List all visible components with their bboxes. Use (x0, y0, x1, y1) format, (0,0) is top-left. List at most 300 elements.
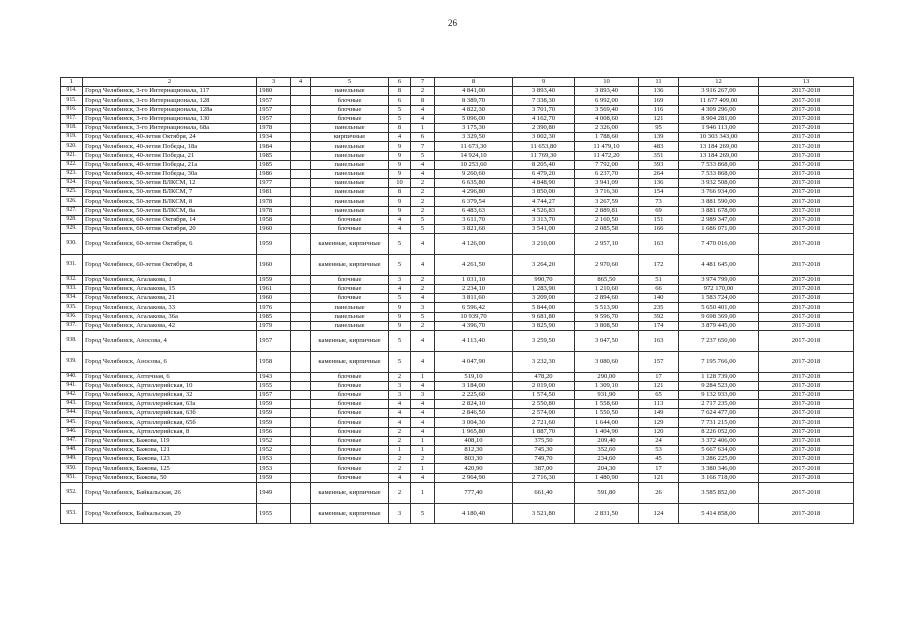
row-number: 947. (61, 436, 83, 445)
column-number: 9 (513, 78, 575, 87)
wall-material-cell: каменные, кирпичные (311, 482, 389, 503)
area-cell: 3 701,70 (513, 105, 575, 114)
area-cell: 3 313,70 (513, 215, 575, 224)
cost-cell: 3 881 678,00 (679, 206, 759, 215)
residents-cell: 235 (639, 303, 679, 312)
column-4-cell (291, 372, 311, 381)
residents-cell: 393 (639, 160, 679, 169)
area-cell: 387,00 (513, 464, 575, 473)
column-4-cell (291, 284, 311, 293)
living-area-cell: 1 404,90 (575, 427, 639, 436)
living-area-cell: 2 889,81 (575, 206, 639, 215)
period-cell: 2017-2018 (759, 446, 854, 455)
residents-cell: 157 (639, 351, 679, 372)
cost-cell: 3 879 445,00 (679, 321, 759, 330)
cost-cell: 3 932 508,00 (679, 179, 759, 188)
column-4-cell (291, 254, 311, 275)
residents-cell: 65 (639, 390, 679, 399)
residents-cell: 73 (639, 197, 679, 206)
column-4-cell (291, 427, 311, 436)
period-cell: 2017-2018 (759, 473, 854, 482)
period-cell: 2017-2018 (759, 482, 854, 503)
total-area-cell: 1 031,10 (435, 275, 513, 284)
year-cell: 1978 (257, 123, 291, 132)
table-row (61, 312, 854, 321)
address-cell: Город Челябинск, 3-го Интернационала, 130 (83, 114, 257, 123)
living-area-cell: 3 080,60 (575, 351, 639, 372)
cost-cell: 7 533 868,00 (679, 169, 759, 178)
column-number: 5 (311, 78, 389, 87)
total-area-cell: 420,90 (435, 464, 513, 473)
address-cell: Город Челябинск, 3-го Интернационала, 128а (83, 105, 257, 114)
year-cell: 1976 (257, 303, 291, 312)
cost-cell: 3 585 852,00 (679, 482, 759, 503)
period-cell: 2017-2018 (759, 160, 854, 169)
floors-cell: 4 (389, 133, 411, 142)
period-cell: 2017-2018 (759, 275, 854, 284)
address-cell: Город Челябинск, 3-го Интернационала, 117 (83, 87, 257, 96)
period-cell: 2017-2018 (759, 381, 854, 390)
year-cell: 1961 (257, 284, 291, 293)
floors-cell: 4 (389, 409, 411, 418)
address-cell: Город Челябинск, 50-летия ВЛКСМ, 8 (83, 197, 257, 206)
address-cell: Город Челябинск, Бажова, 119 (83, 436, 257, 445)
table-row (61, 142, 854, 151)
living-area-cell: 3 941,09 (575, 179, 639, 188)
wall-material-cell: каменные, кирпичные (311, 234, 389, 255)
column-4-cell (291, 455, 311, 464)
living-area-cell: 931,90 (575, 390, 639, 399)
column-4-cell (291, 234, 311, 255)
column-number: 4 (291, 78, 311, 87)
cost-cell: 7 237 650,00 (679, 330, 759, 351)
wall-material-cell: панельные (311, 151, 389, 160)
cost-cell: 1 946 113,00 (679, 123, 759, 132)
entrances-cell: 4 (411, 105, 435, 114)
cost-cell: 3 166 718,00 (679, 473, 759, 482)
row-number: 929. (61, 225, 83, 234)
column-4-cell (291, 446, 311, 455)
total-area-cell: 3 821,60 (435, 225, 513, 234)
column-4-cell (291, 351, 311, 372)
floors-cell: 8 (389, 188, 411, 197)
wall-material-cell: панельные (311, 169, 389, 178)
table-row (61, 114, 854, 123)
period-cell: 2017-2018 (759, 390, 854, 399)
cost-cell: 13 184 269,00 (679, 151, 759, 160)
year-cell: 1985 (257, 312, 291, 321)
page-number: 26 (448, 18, 457, 28)
column-4-cell (291, 400, 311, 409)
wall-material-cell: блочные (311, 446, 389, 455)
address-cell: Город Челябинск, Артиллерийская, 8 (83, 427, 257, 436)
residents-cell: 113 (639, 400, 679, 409)
table-row (61, 284, 854, 293)
wall-material-cell: панельные (311, 123, 389, 132)
table-row (61, 151, 854, 160)
wall-material-cell: блочные (311, 427, 389, 436)
wall-material-cell: панельные (311, 197, 389, 206)
year-cell: 1952 (257, 436, 291, 445)
period-cell: 2017-2018 (759, 436, 854, 445)
living-area-cell: 2 085,58 (575, 225, 639, 234)
column-4-cell (291, 473, 311, 482)
living-area-cell: 234,60 (575, 455, 639, 464)
address-cell: Город Челябинск, Бажова, 125 (83, 464, 257, 473)
year-cell: 1943 (257, 372, 291, 381)
address-cell: Город Челябинск, Бажова, 123 (83, 455, 257, 464)
wall-material-cell: блочные (311, 284, 389, 293)
total-area-cell: 812,30 (435, 446, 513, 455)
living-area-cell: 1 558,60 (575, 400, 639, 409)
table-row (61, 123, 854, 132)
area-cell: 2 390,80 (513, 123, 575, 132)
row-number: 928. (61, 215, 83, 224)
area-cell: 5 844,00 (513, 303, 575, 312)
wall-material-cell: блочные (311, 294, 389, 303)
wall-material-cell: блочные (311, 96, 389, 105)
area-cell: 661,40 (513, 482, 575, 503)
area-cell: 4 162,70 (513, 114, 575, 123)
wall-material-cell: блочные (311, 390, 389, 399)
floors-cell: 9 (389, 197, 411, 206)
residents-cell: 172 (639, 254, 679, 275)
year-cell: 1957 (257, 390, 291, 399)
entrances-cell: 2 (411, 206, 435, 215)
entrances-cell: 4 (411, 418, 435, 427)
year-cell: 1979 (257, 321, 291, 330)
total-area-cell: 3 004,30 (435, 418, 513, 427)
residents-cell: 66 (639, 284, 679, 293)
area-cell: 4 848,90 (513, 179, 575, 188)
year-cell: 1977 (257, 179, 291, 188)
column-4-cell (291, 503, 311, 524)
area-cell: 3 893,40 (513, 87, 575, 96)
wall-material-cell: панельные (311, 160, 389, 169)
area-cell: 2 019,00 (513, 381, 575, 390)
residents-cell: 53 (639, 446, 679, 455)
wall-material-cell: блочные (311, 105, 389, 114)
floors-cell: 4 (389, 215, 411, 224)
wall-material-cell: блочные (311, 436, 389, 445)
wall-material-cell: кирпичные (311, 133, 389, 142)
cost-cell: 3 286 225,00 (679, 455, 759, 464)
year-cell: 1978 (257, 197, 291, 206)
residents-cell: 136 (639, 179, 679, 188)
wall-material-cell: панельные (311, 188, 389, 197)
entrances-cell: 1 (411, 464, 435, 473)
column-4-cell (291, 179, 311, 188)
total-area-cell: 4 261,50 (435, 254, 513, 275)
residents-cell: 163 (639, 330, 679, 351)
cost-cell: 9 132 933,00 (679, 390, 759, 399)
table-row (61, 372, 854, 381)
column-4-cell (291, 96, 311, 105)
row-number: 927. (61, 206, 83, 215)
entrances-cell: 2 (411, 188, 435, 197)
residents-cell: 17 (639, 464, 679, 473)
entrances-cell: 7 (411, 142, 435, 151)
total-area-cell: 3 811,60 (435, 294, 513, 303)
area-cell: 749,70 (513, 455, 575, 464)
area-cell: 11 769,30 (513, 151, 575, 160)
living-area-cell: 2 326,00 (575, 123, 639, 132)
area-cell: 3 825,90 (513, 321, 575, 330)
row-number: 953. (61, 503, 83, 524)
total-area-cell: 4 180,40 (435, 503, 513, 524)
residents-cell: 139 (639, 133, 679, 142)
row-number: 952. (61, 482, 83, 503)
area-cell: 3 002,30 (513, 133, 575, 142)
wall-material-cell: панельные (311, 206, 389, 215)
total-area-cell: 10 939,70 (435, 312, 513, 321)
address-cell: Город Челябинск, Аптечная, 6 (83, 372, 257, 381)
address-cell: Город Челябинск, Аносова, 6 (83, 351, 257, 372)
address-cell: Город Челябинск, Агалакова, 15 (83, 284, 257, 293)
entrances-cell: 2 (411, 284, 435, 293)
entrances-cell: 5 (411, 312, 435, 321)
residents-cell: 26 (639, 482, 679, 503)
cost-cell: 7 624 477,00 (679, 409, 759, 418)
table-row (61, 409, 854, 418)
residents-cell: 116 (639, 105, 679, 114)
address-cell: Город Челябинск, Артиллерийская, 65б (83, 418, 257, 427)
wall-material-cell: панельные (311, 179, 389, 188)
total-area-cell: 3 175,30 (435, 123, 513, 132)
living-area-cell: 2 160,50 (575, 215, 639, 224)
living-area-cell: 352,60 (575, 446, 639, 455)
row-number: 944. (61, 409, 83, 418)
floors-cell: 5 (389, 294, 411, 303)
wall-material-cell: блочные (311, 409, 389, 418)
living-area-cell: 11 479,10 (575, 142, 639, 151)
wall-material-cell: панельные (311, 312, 389, 321)
wall-material-cell: блочные (311, 473, 389, 482)
row-number: 948. (61, 446, 83, 455)
residents-cell: 154 (639, 188, 679, 197)
table-row (61, 215, 854, 224)
year-cell: 1959 (257, 418, 291, 427)
area-cell: 11 653,80 (513, 142, 575, 151)
row-number: 938. (61, 330, 83, 351)
period-cell: 2017-2018 (759, 142, 854, 151)
wall-material-cell: каменные, кирпичные (311, 330, 389, 351)
table-row (61, 330, 854, 351)
wall-material-cell: панельные (311, 321, 389, 330)
area-cell: 1 574,50 (513, 390, 575, 399)
living-area-cell: 1 644,00 (575, 418, 639, 427)
year-cell: 1981 (257, 188, 291, 197)
cost-cell: 3 766 934,00 (679, 188, 759, 197)
period-cell: 2017-2018 (759, 464, 854, 473)
total-area-cell: 14 924,10 (435, 151, 513, 160)
address-cell: Город Челябинск, 40-летия Победы, 21а (83, 160, 257, 169)
cost-cell: 1 583 724,00 (679, 294, 759, 303)
address-cell: Город Челябинск, Артиллерийская, 63а (83, 400, 257, 409)
period-cell: 2017-2018 (759, 254, 854, 275)
floors-cell: 8 (389, 87, 411, 96)
total-area-cell: 4 841,00 (435, 87, 513, 96)
living-area-cell: 11 472,20 (575, 151, 639, 160)
column-number: 6 (389, 78, 411, 87)
residents-cell: 149 (639, 409, 679, 418)
row-number: 926. (61, 197, 83, 206)
wall-material-cell: каменные, кирпичные (311, 351, 389, 372)
residents-cell: 45 (639, 455, 679, 464)
entrances-cell: 6 (411, 133, 435, 142)
column-4-cell (291, 206, 311, 215)
residents-cell: 174 (639, 321, 679, 330)
table-row (61, 188, 854, 197)
entrances-cell: 4 (411, 381, 435, 390)
table-row (61, 133, 854, 142)
residents-cell: 121 (639, 114, 679, 123)
year-cell: 1960 (257, 254, 291, 275)
row-number: 916. (61, 105, 83, 114)
column-4-cell (291, 142, 311, 151)
cost-cell: 8 226 052,00 (679, 427, 759, 436)
area-cell: 9 681,80 (513, 312, 575, 321)
living-area-cell: 4 008,60 (575, 114, 639, 123)
floors-cell: 9 (389, 303, 411, 312)
floors-cell: 2 (389, 427, 411, 436)
table-row (61, 427, 854, 436)
wall-material-cell: блочные (311, 455, 389, 464)
entrances-cell: 3 (411, 303, 435, 312)
column-4-cell (291, 312, 311, 321)
entrances-cell: 5 (411, 503, 435, 524)
cost-cell: 2 989 347,00 (679, 215, 759, 224)
living-area-cell: 3 047,50 (575, 330, 639, 351)
column-4-cell (291, 225, 311, 234)
entrances-cell: 3 (411, 390, 435, 399)
cost-cell: 7 533 868,00 (679, 160, 759, 169)
address-cell: Город Челябинск, 60-летия Октября, 14 (83, 215, 257, 224)
entrances-cell: 4 (411, 254, 435, 275)
period-cell: 2017-2018 (759, 418, 854, 427)
total-area-cell: 4 047,90 (435, 351, 513, 372)
table-row (61, 321, 854, 330)
column-4-cell (291, 188, 311, 197)
row-number: 949. (61, 455, 83, 464)
entrances-cell: 8 (411, 96, 435, 105)
total-area-cell: 4 126,00 (435, 234, 513, 255)
year-cell: 1978 (257, 206, 291, 215)
period-cell: 2017-2018 (759, 503, 854, 524)
table-row (61, 96, 854, 105)
living-area-cell: 1 550,50 (575, 409, 639, 418)
table-row (61, 503, 854, 524)
total-area-cell: 3 329,50 (435, 133, 513, 142)
total-area-cell: 3 611,70 (435, 215, 513, 224)
area-cell: 2 721,60 (513, 418, 575, 427)
period-cell: 2017-2018 (759, 215, 854, 224)
period-cell: 2017-2018 (759, 321, 854, 330)
row-number: 918. (61, 123, 83, 132)
floors-cell: 5 (389, 351, 411, 372)
column-number: 11 (639, 78, 679, 87)
residents-cell: 129 (639, 418, 679, 427)
table-row (61, 234, 854, 255)
living-area-cell: 3 893,40 (575, 87, 639, 96)
living-area-cell: 2 831,50 (575, 503, 639, 524)
column-4-cell (291, 169, 311, 178)
period-cell: 2017-2018 (759, 188, 854, 197)
cost-cell: 3 372 406,00 (679, 436, 759, 445)
column-4-cell (291, 197, 311, 206)
table-row (61, 351, 854, 372)
residents-cell: 95 (639, 123, 679, 132)
year-cell: 1959 (257, 275, 291, 284)
cost-cell: 7 195 766,00 (679, 351, 759, 372)
entrances-cell: 2 (411, 275, 435, 284)
address-cell: Город Челябинск, 3-го Интернационала, 68а (83, 123, 257, 132)
column-4-cell (291, 105, 311, 114)
column-4-cell (291, 294, 311, 303)
row-number: 923. (61, 169, 83, 178)
entrances-cell: 4 (411, 169, 435, 178)
area-cell: 2 550,80 (513, 400, 575, 409)
cost-cell: 972 170,00 (679, 284, 759, 293)
area-cell: 3 232,30 (513, 351, 575, 372)
column-4-cell (291, 151, 311, 160)
year-cell: 1960 (257, 225, 291, 234)
year-cell: 1957 (257, 330, 291, 351)
floors-cell: 3 (389, 381, 411, 390)
floors-cell: 6 (389, 96, 411, 105)
cost-cell: 5 414 858,00 (679, 503, 759, 524)
residents-cell: 151 (639, 215, 679, 224)
area-cell: 7 338,30 (513, 96, 575, 105)
entrances-cell: 4 (411, 234, 435, 255)
column-4-cell (291, 133, 311, 142)
living-area-cell: 6 992,00 (575, 96, 639, 105)
period-cell: 2017-2018 (759, 206, 854, 215)
year-cell: 1957 (257, 114, 291, 123)
living-area-cell: 1 480,90 (575, 473, 639, 482)
entrances-cell: 4 (411, 294, 435, 303)
living-area-cell: 1 210,60 (575, 284, 639, 293)
entrances-cell: 1 (411, 123, 435, 132)
entrances-cell: 4 (411, 427, 435, 436)
area-cell: 3 259,50 (513, 330, 575, 351)
wall-material-cell: блочные (311, 114, 389, 123)
address-cell: Город Челябинск, Байкальская, 26 (83, 482, 257, 503)
column-number: 12 (679, 78, 759, 87)
living-area-cell: 3 716,30 (575, 188, 639, 197)
wall-material-cell: блочные (311, 225, 389, 234)
cost-cell: 13 184 269,00 (679, 142, 759, 151)
residents-cell: 351 (639, 151, 679, 160)
period-cell: 2017-2018 (759, 372, 854, 381)
table-row (61, 418, 854, 427)
year-cell: 1956 (257, 427, 291, 436)
area-cell: 3 850,00 (513, 188, 575, 197)
column-4-cell (291, 409, 311, 418)
period-cell: 2017-2018 (759, 294, 854, 303)
row-number: 942. (61, 390, 83, 399)
total-area-cell: 803,30 (435, 455, 513, 464)
total-area-cell: 4 396,70 (435, 321, 513, 330)
period-cell: 2017-2018 (759, 105, 854, 114)
area-cell: 375,50 (513, 436, 575, 445)
floors-cell: 9 (389, 321, 411, 330)
floors-cell: 1 (389, 446, 411, 455)
entrances-cell: 4 (411, 473, 435, 482)
total-area-cell: 4 113,40 (435, 330, 513, 351)
period-cell: 2017-2018 (759, 96, 854, 105)
row-number: 934. (61, 294, 83, 303)
